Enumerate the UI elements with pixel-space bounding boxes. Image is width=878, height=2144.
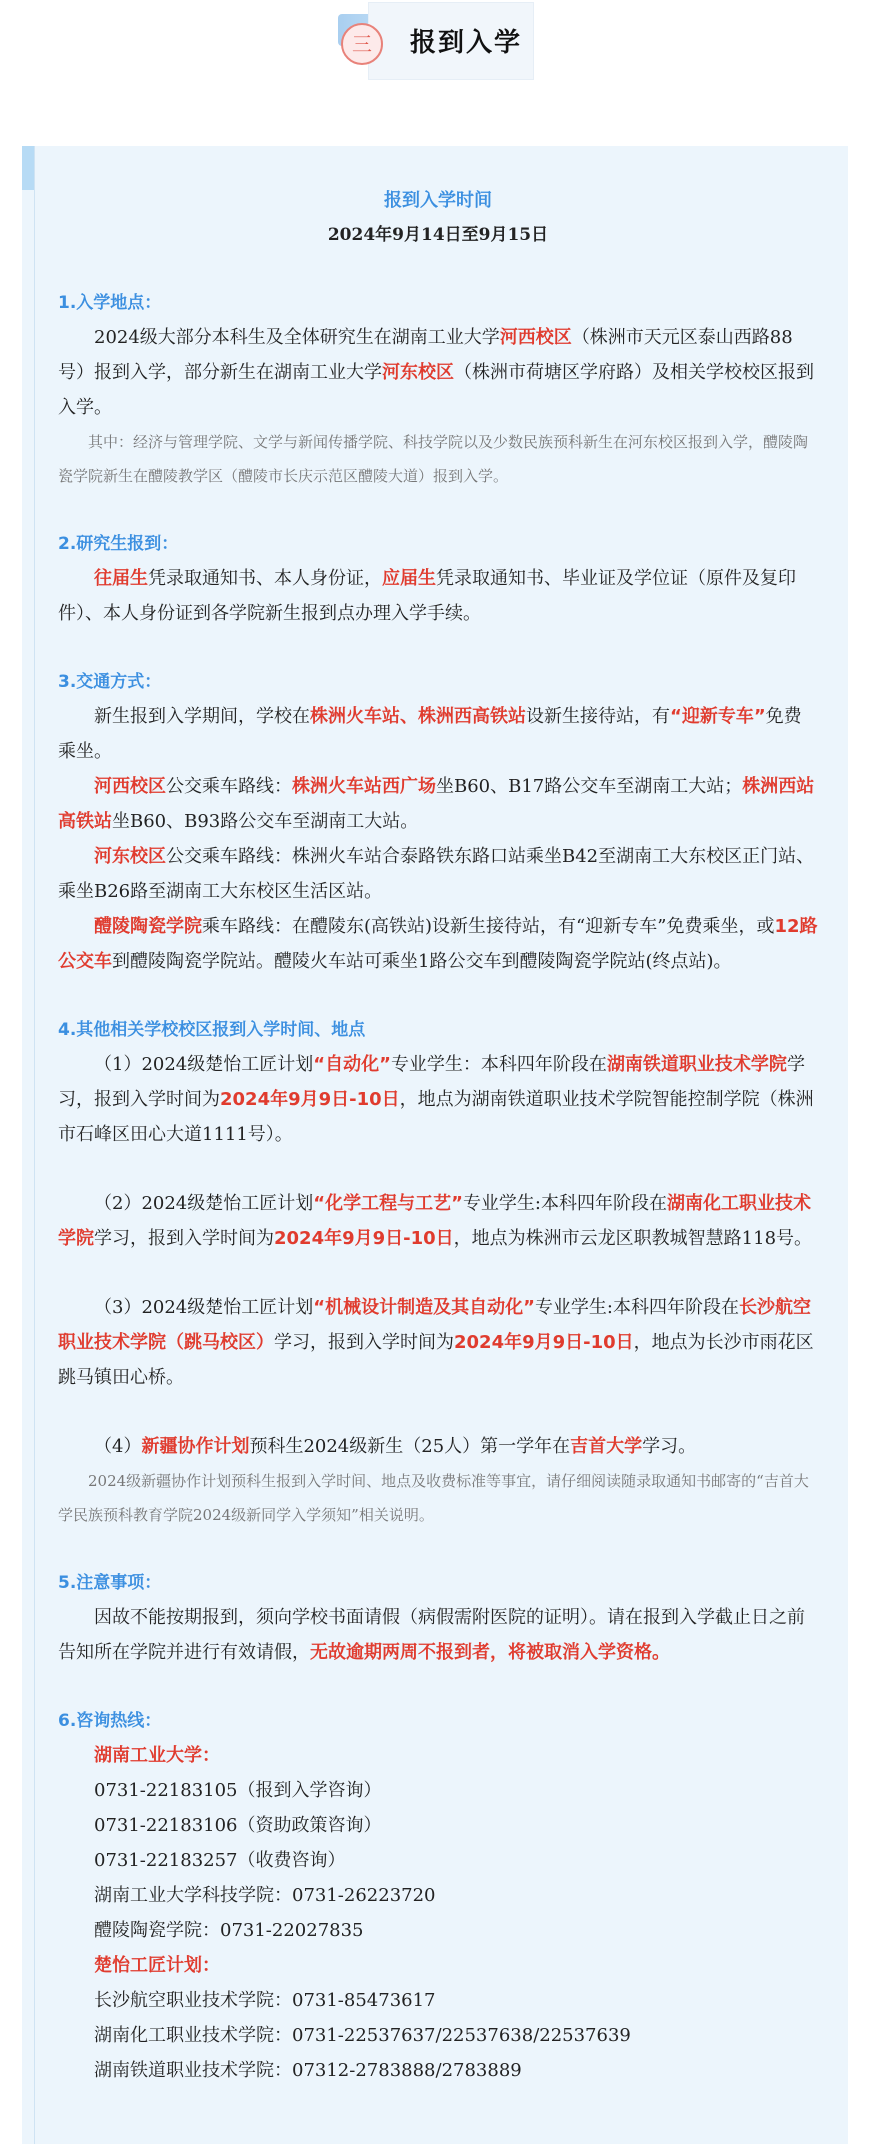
s3-paragraph-4: 醴陵陶瓷学院乘车路线：在醴陵东(高铁站)设新生接待站，有“迎新专车”免费乘坐，或12路公交车到醴陵陶瓷学院站。醴陵火车站可乘坐1路公交车到醴陵陶瓷学院站(终点站)。: [58, 916, 818, 972]
section-header: [0, 0, 878, 110]
hotline-line: 湖南化工职业技术学院：0731-22537637/22537638/22537639: [94, 2025, 631, 2046]
hotline-line: 湖南工业大学科技学院：0731-26223720: [94, 1885, 436, 1906]
card-left-rail: [34, 146, 35, 2144]
card-title: 报到入学时间: [384, 190, 492, 211]
hotline-line: 0731-22183106（资助政策咨询）: [94, 1815, 382, 1836]
s4-item-2: （2）2024级楚怡工匠计划“化学工程与工艺”专业学生:本科四年阶段在湖南化工职业技术学院学习，报到入学时间为2024年9月9日-10日，地点为株洲市云龙区职教城智慧路118号。: [58, 1193, 813, 1249]
card-date: 2024年9月14日至9月15日: [327, 225, 549, 245]
s6-heading: 6.咨询热线：: [58, 1711, 162, 1731]
badge-char: 三: [352, 32, 372, 56]
spacer: [58, 1395, 818, 1429]
hotline-org-2: 楚怡工匠计划：: [94, 1955, 220, 1976]
section-title: 报到入学: [410, 28, 523, 58]
s1-paragraph: 2024级大部分本科生及全体研究生在湖南工业大学河西校区（株洲市天元区泰山西路88号）报到入学，部分新生在湖南工业大学河东校区（株洲市荷塘区学府路）及相关学校校区报到入学。: [58, 327, 814, 418]
s4-item-1: （1）2024级楚怡工匠计划“自动化”专业学生：本科四年阶段在湖南铁道职业技术学院学习，报到入学时间为2024年9月9日-10日，地点为湖南铁道职业技术学院智能控制学院（株洲市石峰区田心大道1111号）。: [58, 1054, 814, 1145]
s5-paragraph: 因故不能按期报到，须向学校书面请假（病假需附医院的证明）。请在报到入学截止日之前告知所在学院并进行有效请假，无故逾期两周不报到者，将被取消入学资格。: [58, 1607, 805, 1663]
s2-paragraph: 往届生凭录取通知书、本人身份证，应届生凭录取通知书、毕业证及学位证（原件及复印件）、本人身份证到各学院新生报到点办理入学手续。: [58, 568, 796, 624]
section-number-badge-icon: [338, 20, 386, 68]
card-content: [58, 176, 818, 2088]
s1-heading: 1.入学地点：: [58, 293, 162, 313]
s3-paragraph-2: 河西校区公交乘车路线：株洲火车站西广场坐B60、B17路公交车至湖南工大站；株洲西站高铁站坐B60、B93路公交车至湖南工大站。: [58, 776, 815, 832]
spacer: [58, 1256, 818, 1290]
enrollment-card: [22, 146, 848, 2144]
s3-paragraph-3: 河东校区公交乘车路线：株洲火车站合泰路铁东路口站乘坐B42至湖南工大东校区正门站、乘坐B26路至湖南工大东校区生活区站。: [58, 846, 815, 902]
hotline-line: 湖南铁道职业技术学院：07312-2783888/2783889: [94, 2060, 522, 2081]
s4-heading: 4.其他相关学校校区报到入学时间、地点: [58, 1020, 366, 1040]
hotline-org-1: 湖南工业大学：: [94, 1745, 220, 1766]
hotline-line: 长沙航空职业技术学院：0731-85473617: [94, 1990, 436, 2011]
hotline-line: 0731-22183257（收费咨询）: [94, 1850, 346, 1871]
s5-heading: 5.注意事项：: [58, 1573, 162, 1593]
s3-paragraph-1: 新生报到入学期间，学校在株洲火车站、株洲西高铁站设新生接待站，有“迎新专车”免费乘坐。: [58, 706, 802, 762]
spacer: [58, 1152, 818, 1186]
card-accent-stripe: [22, 146, 34, 190]
s4-item-3: （3）2024级楚怡工匠计划“机械设计制造及其自动化”专业学生:本科四年阶段在长沙航空职业技术学院（跳马校区）学习，报到入学时间为2024年9月9日-10日，地点为长沙市雨花区跳马镇田心桥。: [58, 1297, 814, 1388]
s3-heading: 3.交通方式：: [58, 672, 162, 692]
s2-heading: 2.研究生报到：: [58, 534, 179, 554]
s4-item-4: （4）新疆协作计划预科生2024级新生（25人）第一学年在吉首大学学习。: [94, 1436, 697, 1457]
hotline-line: 醴陵陶瓷学院：0731-22027835: [94, 1920, 364, 1941]
hotline-line: 0731-22183105（报到入学咨询）: [94, 1780, 382, 1801]
s4-note: 2024级新疆协作计划预科生报到入学时间、地点及收费标准等事宜，请仔细阅读随录取通知书邮寄的“吉首大学民族预科教育学院2024级新同学入学须知”相关说明。: [58, 1472, 809, 1524]
s1-note: 其中：经济与管理学院、文学与新闻传播学院、科技学院以及少数民族预科新生在河东校区报到入学，醴陵陶瓷学院新生在醴陵教学区（醴陵市长庆示范区醴陵大道）报到入学。: [58, 433, 809, 485]
